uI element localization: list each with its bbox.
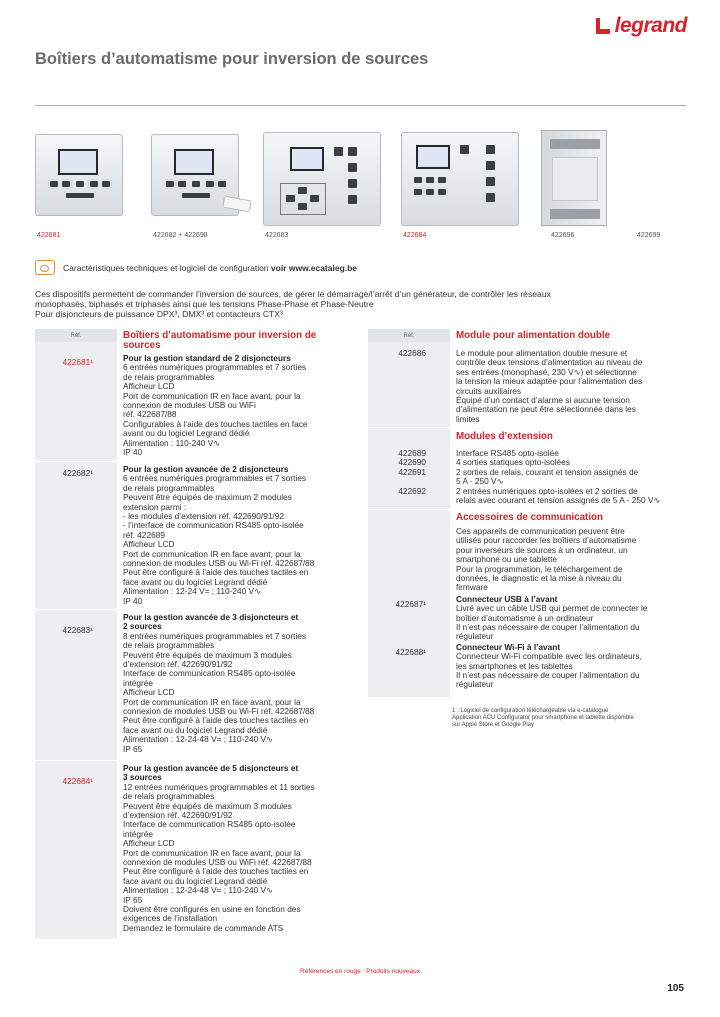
spec-line: régulateur	[456, 679, 494, 690]
spec-line: utilisés pour raccorder les boîtiers d’automatisme	[456, 535, 637, 546]
spec-line: face avant ou du logiciel Legrand dédié	[123, 875, 268, 886]
spec-subheading: Connecteur USB à l’avant	[456, 593, 558, 604]
row-separator	[35, 609, 117, 610]
spec-line: Il n’est pas nécessaire de couper l’alimentation du	[456, 622, 640, 632]
product-ref: 422681	[37, 232, 61, 239]
brand-name: legrand	[614, 14, 687, 37]
product-reference: 422688¹	[395, 647, 426, 658]
spec-line: de relais programmables	[123, 791, 215, 802]
spec-line: réf. 422689	[123, 529, 165, 540]
spec-subheading: 2 sources	[123, 621, 162, 632]
spec-line: Port de communication IR en face avant, pour la	[123, 390, 301, 401]
spec-line: de relais programmables	[123, 640, 215, 651]
product-reference: 422687¹	[395, 599, 426, 610]
spec-line: Équipé d’un contact d’alarme si aucune tension	[456, 395, 630, 405]
product-image-422681	[35, 134, 123, 216]
spec-line: face avant ou du logiciel Legrand dédié	[123, 724, 268, 735]
spec-line: 6 entrées numériques programmables et 7 sorties	[123, 473, 307, 484]
spec-subheading: Pour la gestion avancée de 2 disjoncteurs	[123, 464, 289, 474]
spec-line: limites	[456, 413, 480, 424]
spec-line: Connecteur Wi-Fi compatible avec les ordinateurs,	[456, 651, 642, 662]
ref-header: Réf.	[35, 329, 117, 342]
spec-line: 8 entrées numériques programmables et 7 sorties	[123, 630, 307, 641]
spec-line: Interface RS485 opto-isolée	[456, 448, 559, 458]
spec-line: d’alimentation ne peut être sélectionnée dans les	[456, 404, 636, 415]
row-separator	[35, 760, 117, 761]
spec-line: avant ou du logiciel Legrand dédié	[123, 428, 250, 439]
spec-line: 12 entrées numériques programmables et 11 sorties	[123, 781, 315, 792]
spec-line: connexion de modules USB ou Wi-Fi réf. 422687/88	[123, 706, 315, 716]
spec-line: Le module pour alimentation double mesure et	[456, 348, 628, 358]
intro-paragraph	[35, 289, 686, 320]
footnote: 1 : Logiciel de configuration téléchargeable via e-catalogue Application ACU Configurator pour smartphone et tablette disponible sur Apple Store et Google Play	[452, 708, 634, 728]
spec-line: - les modules d’extension réf. 422690/91/92	[123, 511, 284, 521]
spec-line: Peuvent être équipés de maximum 2 modules	[123, 492, 292, 503]
product-ref: 422683	[265, 232, 289, 239]
spec-line: Port de communication IR en face avant, pour la	[123, 548, 301, 559]
product-ref: 422682 + 422698	[153, 232, 208, 239]
left-column	[35, 329, 355, 941]
section-heading: Module pour alimentation double	[456, 330, 611, 341]
spec-line: intégrée	[123, 677, 153, 688]
product-reference: 422689	[398, 448, 426, 458]
spec-line: d’extension réf. 422690/91/92	[123, 659, 233, 669]
spec-line: les smartphones et les tablettes	[456, 660, 573, 671]
spec-line: Afficheur LCD	[123, 381, 175, 392]
product-ref: 422699	[637, 232, 661, 239]
spec-line: Peut être configuré à l’aide des touches tactiles en	[123, 866, 309, 877]
spec-line: Alimentation : 12-24-48 V= ; 110-240 V∿	[123, 734, 274, 745]
product-reference: 422692	[398, 485, 426, 496]
spec-line: IP 65	[123, 894, 143, 905]
right-column	[368, 329, 686, 699]
spec-line: pour inverseurs de sources à un ordinateur, un	[456, 544, 628, 555]
spec-line: 6 entrées numériques programmables et 7 sorties	[123, 362, 307, 373]
spec-subheading: Pour la gestion avancée de 3 disjoncteurs et	[123, 612, 299, 622]
spec-line: de relais programmables	[123, 371, 215, 382]
spec-line: 2 sorties de relais, courant et tension assignés de	[456, 466, 639, 477]
spec-line: IP 40	[123, 447, 143, 457]
spec-line: Port de communication IR en face avant, pour la	[123, 696, 301, 707]
spec-line: IP 65	[123, 743, 143, 754]
legrand-logo	[596, 14, 687, 38]
spec-subheading: Connecteur Wi-Fi à l’avant	[456, 641, 561, 652]
product-reference: 422686	[398, 348, 426, 358]
spec-line: face avant ou du logiciel Legrand dédié	[123, 576, 268, 587]
ref-column	[368, 329, 450, 697]
ref-header: Réf.	[368, 329, 450, 342]
spec-line: Alimentation : 12-24-48 V= ; 110-240 V∿	[123, 885, 274, 896]
spec-line: Ces appareils de communication peuvent être	[456, 526, 625, 536]
spec-line: firmware	[456, 582, 488, 593]
spec-line: relais avec courant et tension assignés de 5 A - 250 V∿	[456, 495, 661, 505]
product-reference: 422690	[398, 457, 426, 468]
spec-line: connexion de modules USB ou Wi-Fi réf. 422687/88	[123, 558, 315, 568]
spec-line: la tension la mieux adaptée pour l’alimentation des	[456, 376, 643, 387]
catalog-info-icon	[35, 260, 55, 275]
spec-line: Doivent être configurés en usine en fonction des	[123, 904, 301, 914]
product-reference: 422683¹	[62, 625, 93, 636]
spec-line: connexion de modules USB ou WiFi réf. 422687/88	[123, 857, 312, 867]
spec-line: Il n’est pas nécessaire de couper l’alimentation du	[456, 670, 640, 680]
spec-line: données, le diagnostic et la mise à niveau du	[456, 573, 622, 583]
catalog-info-line	[35, 260, 357, 275]
catalog-link[interactable]: voir www.ecataleg.be	[270, 262, 358, 273]
product-ref: 422684	[403, 232, 427, 239]
spec-line: Peuvent être équipés de maximum 3 modules	[123, 800, 292, 811]
product-images	[35, 128, 686, 243]
intro-line: Pour disjoncteurs de puissance DPX³, DMX³ et contacteurs CTX³	[35, 309, 283, 320]
spec-line: Afficheur LCD	[123, 539, 175, 550]
spec-line: IP 40	[123, 595, 143, 606]
spec-line: Interface de communication RS485 opto-isolée	[123, 668, 296, 679]
spec-line: smartphone ou une tablette	[456, 554, 558, 565]
spec-line: Configurables à l’aide des touches tactiles en face	[123, 418, 308, 429]
title-divider	[35, 105, 686, 106]
section-heading: Modules d’extension	[456, 431, 553, 442]
spec-line: Peut être configuré à l’aide des touches tactiles en	[123, 715, 309, 726]
spec-line: Demandez le formulaire de commande ATS	[123, 922, 284, 933]
spec-line: connexion de modules USB ou WiFi	[123, 400, 256, 410]
product-reference: 422681¹	[62, 356, 93, 367]
legrand-logo-icon	[596, 18, 610, 34]
spec-line: Alimentation : 110-240 V∿	[123, 437, 221, 448]
product-reference: 422691	[398, 466, 426, 477]
spec-line: Afficheur LCD	[123, 687, 175, 698]
spec-line: de relais programmables	[123, 482, 215, 493]
intro-line: monophasés, biphasés et triphasés ainsi que les tensions Phase-Phase et Phase-Neutre	[35, 299, 374, 310]
spec-subheading: 3 sources	[123, 772, 162, 783]
spec-line: Afficheur LCD	[123, 838, 175, 849]
row-separator	[35, 461, 117, 462]
spec-line: Peut être configuré à l’aide des touches tactiles en	[123, 567, 309, 578]
product-ref: 422696	[551, 232, 575, 239]
spec-line: intégrée	[123, 828, 153, 839]
spec-line: boîtier d’automatisme à un ordinateur	[456, 612, 594, 623]
spec-line: réf. 422687/88	[123, 409, 177, 420]
spec-line: extension parmi :	[123, 501, 187, 512]
spec-line: 4 sorties statiques opto-isolées	[456, 457, 570, 468]
product-reference: 422684¹	[62, 776, 93, 787]
product-image-422696	[541, 130, 607, 226]
footer-legend: Références en rouge : Produits nouveaux	[300, 968, 420, 975]
spec-line: exigences de l’installation	[123, 913, 218, 924]
spec-line: d’extension réf. 422690/91/92	[123, 810, 233, 820]
spec-line: contrôle deux tensions d’alimentation au niveau de	[456, 357, 643, 368]
section-heading: Accessoires de communication	[456, 512, 604, 523]
spec-line: Peuvent être équipés de maximum 3 modules	[123, 649, 292, 660]
intro-line: Ces dispositifs permettent de commander l’inversion de sources, de gérer le démarrage/l’arrêt d’un générateur, de contrôler les réseaux	[35, 289, 551, 299]
catalog-info-text: Caractéristiques techniques et logiciel de configuration voir www.ecataleg.be	[63, 262, 358, 273]
spec-line: 2 entrées numériques opto-isolées et 2 sorties de	[456, 485, 638, 496]
spec-line: Interface de communication RS485 opto-isolée	[123, 819, 296, 830]
product-image-422683	[263, 132, 381, 226]
spec-subheading: Pour la gestion standard de 2 disjoncteurs	[123, 353, 291, 363]
spec-line: Alimentation : 12-24 V= ; 110-240 V∿	[123, 586, 262, 597]
page-number: 105	[667, 983, 684, 994]
spec-line: 5 A - 250 V∿	[456, 476, 504, 487]
row-separator	[368, 427, 450, 428]
spec-line: Livré avec un câble USB qui permet de connecter le	[456, 603, 648, 614]
section-heading-boitiers: Boîtiers d’automatisme pour inversion de sources	[123, 330, 317, 351]
product-reference: 422682¹	[62, 467, 93, 478]
row-separator	[368, 509, 450, 510]
spec-subheading: Pour la gestion avancée de 5 disjoncteurs et	[123, 763, 299, 773]
product-image-422684	[401, 132, 519, 226]
spec-line: Pour la programmation, le téléchargement de	[456, 563, 623, 574]
spec-line: régulateur	[456, 631, 494, 642]
page-title: Boîtiers d’automatisme pour inversion de sources	[35, 50, 429, 68]
spec-line: ses entrées (monophasé, 230 V∿) et sélectionne	[456, 366, 637, 377]
spec-line: circuits auxiliaires	[456, 385, 522, 396]
spec-line: Port de communication IR en face avant, pour la	[123, 847, 301, 858]
spec-line: - l’interface de communication RS485 opto-isolée	[123, 520, 304, 531]
